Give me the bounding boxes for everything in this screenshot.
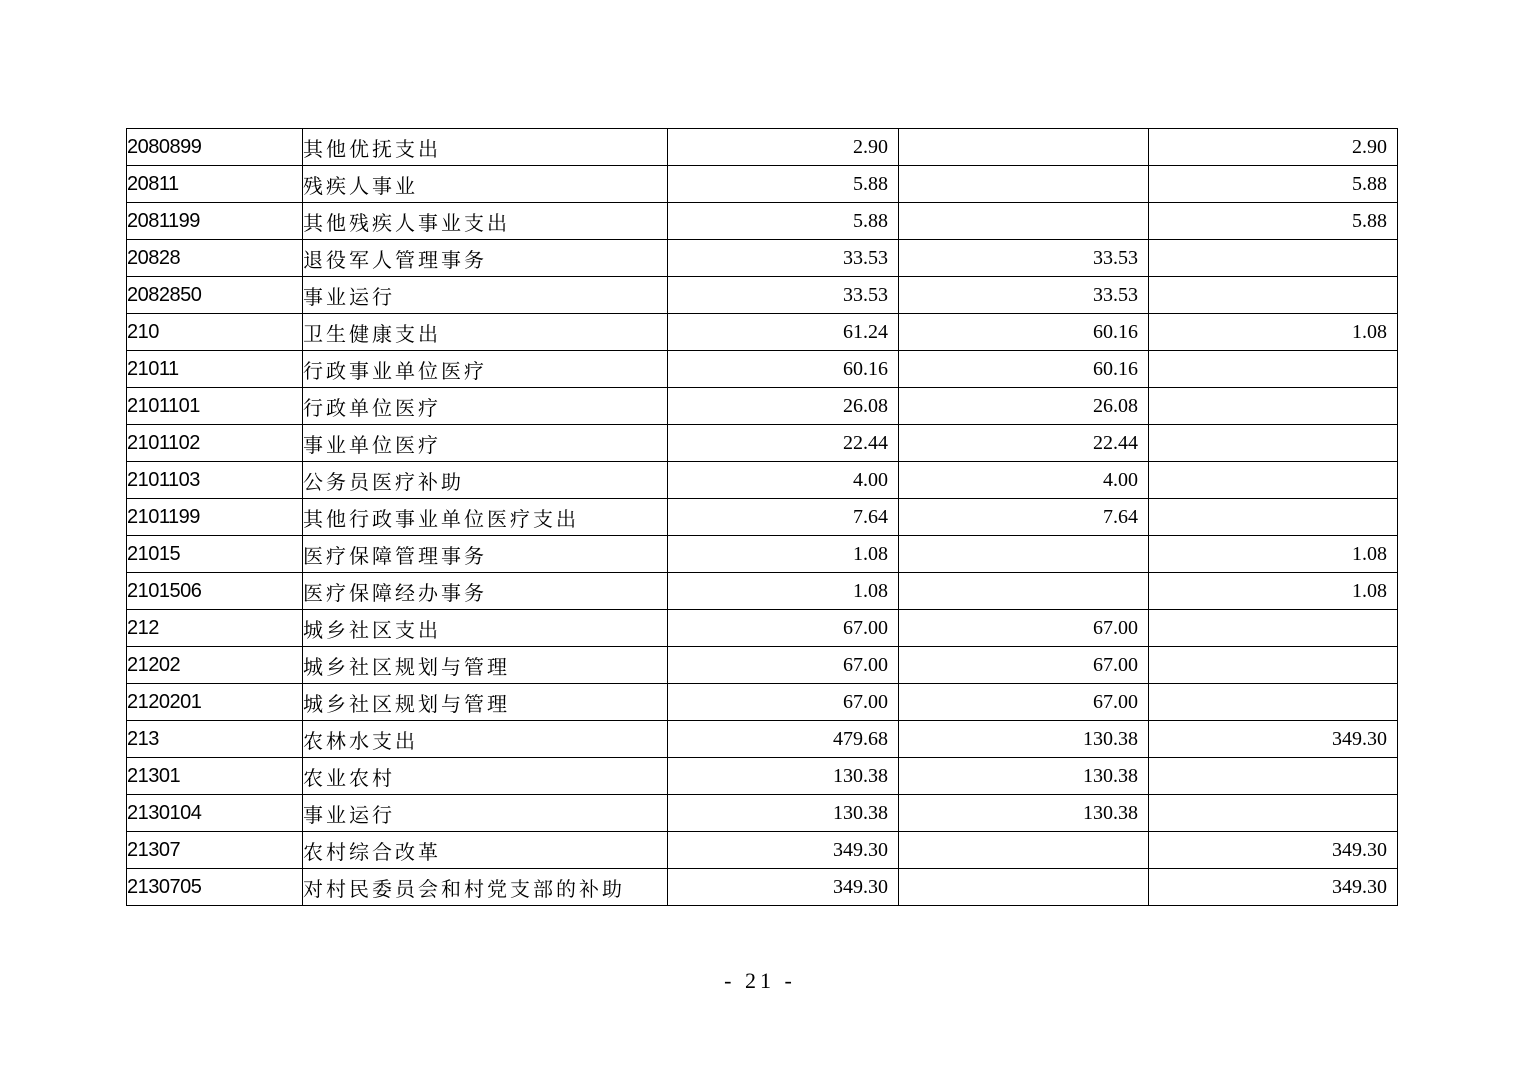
project-expenditure-cell [1149,758,1398,795]
total-amount-cell: 33.53 [668,240,899,277]
subject-name-cell: 事业运行 [303,795,668,832]
subject-code-cell: 21015 [127,536,303,573]
project-expenditure-cell: 349.30 [1149,721,1398,758]
table-row [127,240,1398,277]
project-expenditure-cell: 5.88 [1149,166,1398,203]
table-row [127,166,1398,203]
basic-expenditure-cell [899,129,1149,166]
basic-expenditure-cell: 130.38 [899,758,1149,795]
subject-name-cell: 城乡社区规划与管理 [303,684,668,721]
subject-name-cell: 公务员医疗补助 [303,462,668,499]
subject-code-cell: 2101506 [127,573,303,610]
total-amount-cell: 22.44 [668,425,899,462]
project-expenditure-cell [1149,388,1398,425]
project-expenditure-cell [1149,684,1398,721]
project-expenditure-cell: 2.90 [1149,129,1398,166]
total-amount-cell: 7.64 [668,499,899,536]
total-amount-cell: 67.00 [668,647,899,684]
subject-name-cell: 医疗保障经办事务 [303,573,668,610]
subject-name-cell: 城乡社区支出 [303,610,668,647]
project-expenditure-cell [1149,795,1398,832]
subject-code-cell: 2130705 [127,869,303,906]
table-row [127,610,1398,647]
table-row [127,647,1398,684]
total-amount-cell: 1.08 [668,573,899,610]
subject-name-cell: 农林水支出 [303,721,668,758]
total-amount-cell: 349.30 [668,832,899,869]
total-amount-cell: 33.53 [668,277,899,314]
total-amount-cell: 67.00 [668,684,899,721]
total-amount-cell: 67.00 [668,610,899,647]
project-expenditure-cell [1149,610,1398,647]
total-amount-cell: 60.16 [668,351,899,388]
total-amount-cell: 1.08 [668,536,899,573]
basic-expenditure-cell: 26.08 [899,388,1149,425]
subject-name-cell: 卫生健康支出 [303,314,668,351]
basic-expenditure-cell: 33.53 [899,277,1149,314]
subject-name-cell: 对村民委员会和村党支部的补助 [303,869,668,906]
table-row [127,758,1398,795]
subject-code-cell: 2082850 [127,277,303,314]
project-expenditure-cell [1149,277,1398,314]
total-amount-cell: 5.88 [668,166,899,203]
table-row [127,314,1398,351]
table-row [127,462,1398,499]
subject-code-cell: 20811 [127,166,303,203]
table-row [127,721,1398,758]
subject-code-cell: 212 [127,610,303,647]
project-expenditure-cell: 5.88 [1149,203,1398,240]
subject-name-cell: 残疾人事业 [303,166,668,203]
total-amount-cell: 130.38 [668,795,899,832]
total-amount-cell: 130.38 [668,758,899,795]
project-expenditure-cell [1149,240,1398,277]
basic-expenditure-cell: 22.44 [899,425,1149,462]
basic-expenditure-cell [899,166,1149,203]
table-row [127,277,1398,314]
table-row [127,499,1398,536]
subject-name-cell: 农村综合改革 [303,832,668,869]
subject-code-cell: 2081199 [127,203,303,240]
subject-code-cell: 2101101 [127,388,303,425]
total-amount-cell: 2.90 [668,129,899,166]
subject-code-cell: 2080899 [127,129,303,166]
basic-expenditure-cell: 67.00 [899,647,1149,684]
basic-expenditure-cell [899,869,1149,906]
subject-code-cell: 20828 [127,240,303,277]
table-row [127,536,1398,573]
subject-name-cell: 其他行政事业单位医疗支出 [303,499,668,536]
subject-code-cell: 2101103 [127,462,303,499]
project-expenditure-cell: 1.08 [1149,573,1398,610]
page-number: - 21 - [724,968,796,993]
total-amount-cell: 26.08 [668,388,899,425]
total-amount-cell: 349.30 [668,869,899,906]
table-row [127,573,1398,610]
basic-expenditure-cell: 67.00 [899,684,1149,721]
table-row [127,351,1398,388]
total-amount-cell: 61.24 [668,314,899,351]
basic-expenditure-cell: 67.00 [899,610,1149,647]
subject-code-cell: 210 [127,314,303,351]
basic-expenditure-cell [899,203,1149,240]
subject-name-cell: 行政事业单位医疗 [303,351,668,388]
subject-code-cell: 2130104 [127,795,303,832]
project-expenditure-cell [1149,425,1398,462]
project-expenditure-cell: 1.08 [1149,536,1398,573]
subject-code-cell: 2101199 [127,499,303,536]
project-expenditure-cell: 349.30 [1149,869,1398,906]
total-amount-cell: 479.68 [668,721,899,758]
basic-expenditure-cell: 60.16 [899,351,1149,388]
subject-name-cell: 其他优抚支出 [303,129,668,166]
subject-name-cell: 城乡社区规划与管理 [303,647,668,684]
basic-expenditure-cell: 130.38 [899,721,1149,758]
project-expenditure-cell [1149,647,1398,684]
basic-expenditure-cell: 4.00 [899,462,1149,499]
table-row [127,203,1398,240]
subject-name-cell: 其他残疾人事业支出 [303,203,668,240]
subject-code-cell: 21301 [127,758,303,795]
subject-name-cell: 事业单位医疗 [303,425,668,462]
subject-name-cell: 退役军人管理事务 [303,240,668,277]
subject-name-cell: 事业运行 [303,277,668,314]
basic-expenditure-cell: 7.64 [899,499,1149,536]
table-row [127,425,1398,462]
basic-expenditure-cell: 130.38 [899,795,1149,832]
project-expenditure-cell [1149,462,1398,499]
basic-expenditure-cell [899,832,1149,869]
subject-code-cell: 21011 [127,351,303,388]
table-row [127,832,1398,869]
subject-code-cell: 213 [127,721,303,758]
subject-code-cell: 21307 [127,832,303,869]
subject-code-cell: 21202 [127,647,303,684]
total-amount-cell: 4.00 [668,462,899,499]
subject-name-cell: 医疗保障管理事务 [303,536,668,573]
subject-code-cell: 2120201 [127,684,303,721]
table-row [127,684,1398,721]
table-row [127,795,1398,832]
project-expenditure-cell: 349.30 [1149,832,1398,869]
basic-expenditure-cell [899,536,1149,573]
project-expenditure-cell: 1.08 [1149,314,1398,351]
table-row [127,129,1398,166]
project-expenditure-cell [1149,499,1398,536]
basic-expenditure-cell: 60.16 [899,314,1149,351]
total-amount-cell: 5.88 [668,203,899,240]
table-row [127,869,1398,906]
subject-name-cell: 农业农村 [303,758,668,795]
basic-expenditure-cell [899,573,1149,610]
project-expenditure-cell [1149,351,1398,388]
basic-expenditure-cell: 33.53 [899,240,1149,277]
subject-name-cell: 行政单位医疗 [303,388,668,425]
table-row [127,388,1398,425]
budget-table [126,128,1398,906]
table-body [127,129,1398,906]
subject-code-cell: 2101102 [127,425,303,462]
